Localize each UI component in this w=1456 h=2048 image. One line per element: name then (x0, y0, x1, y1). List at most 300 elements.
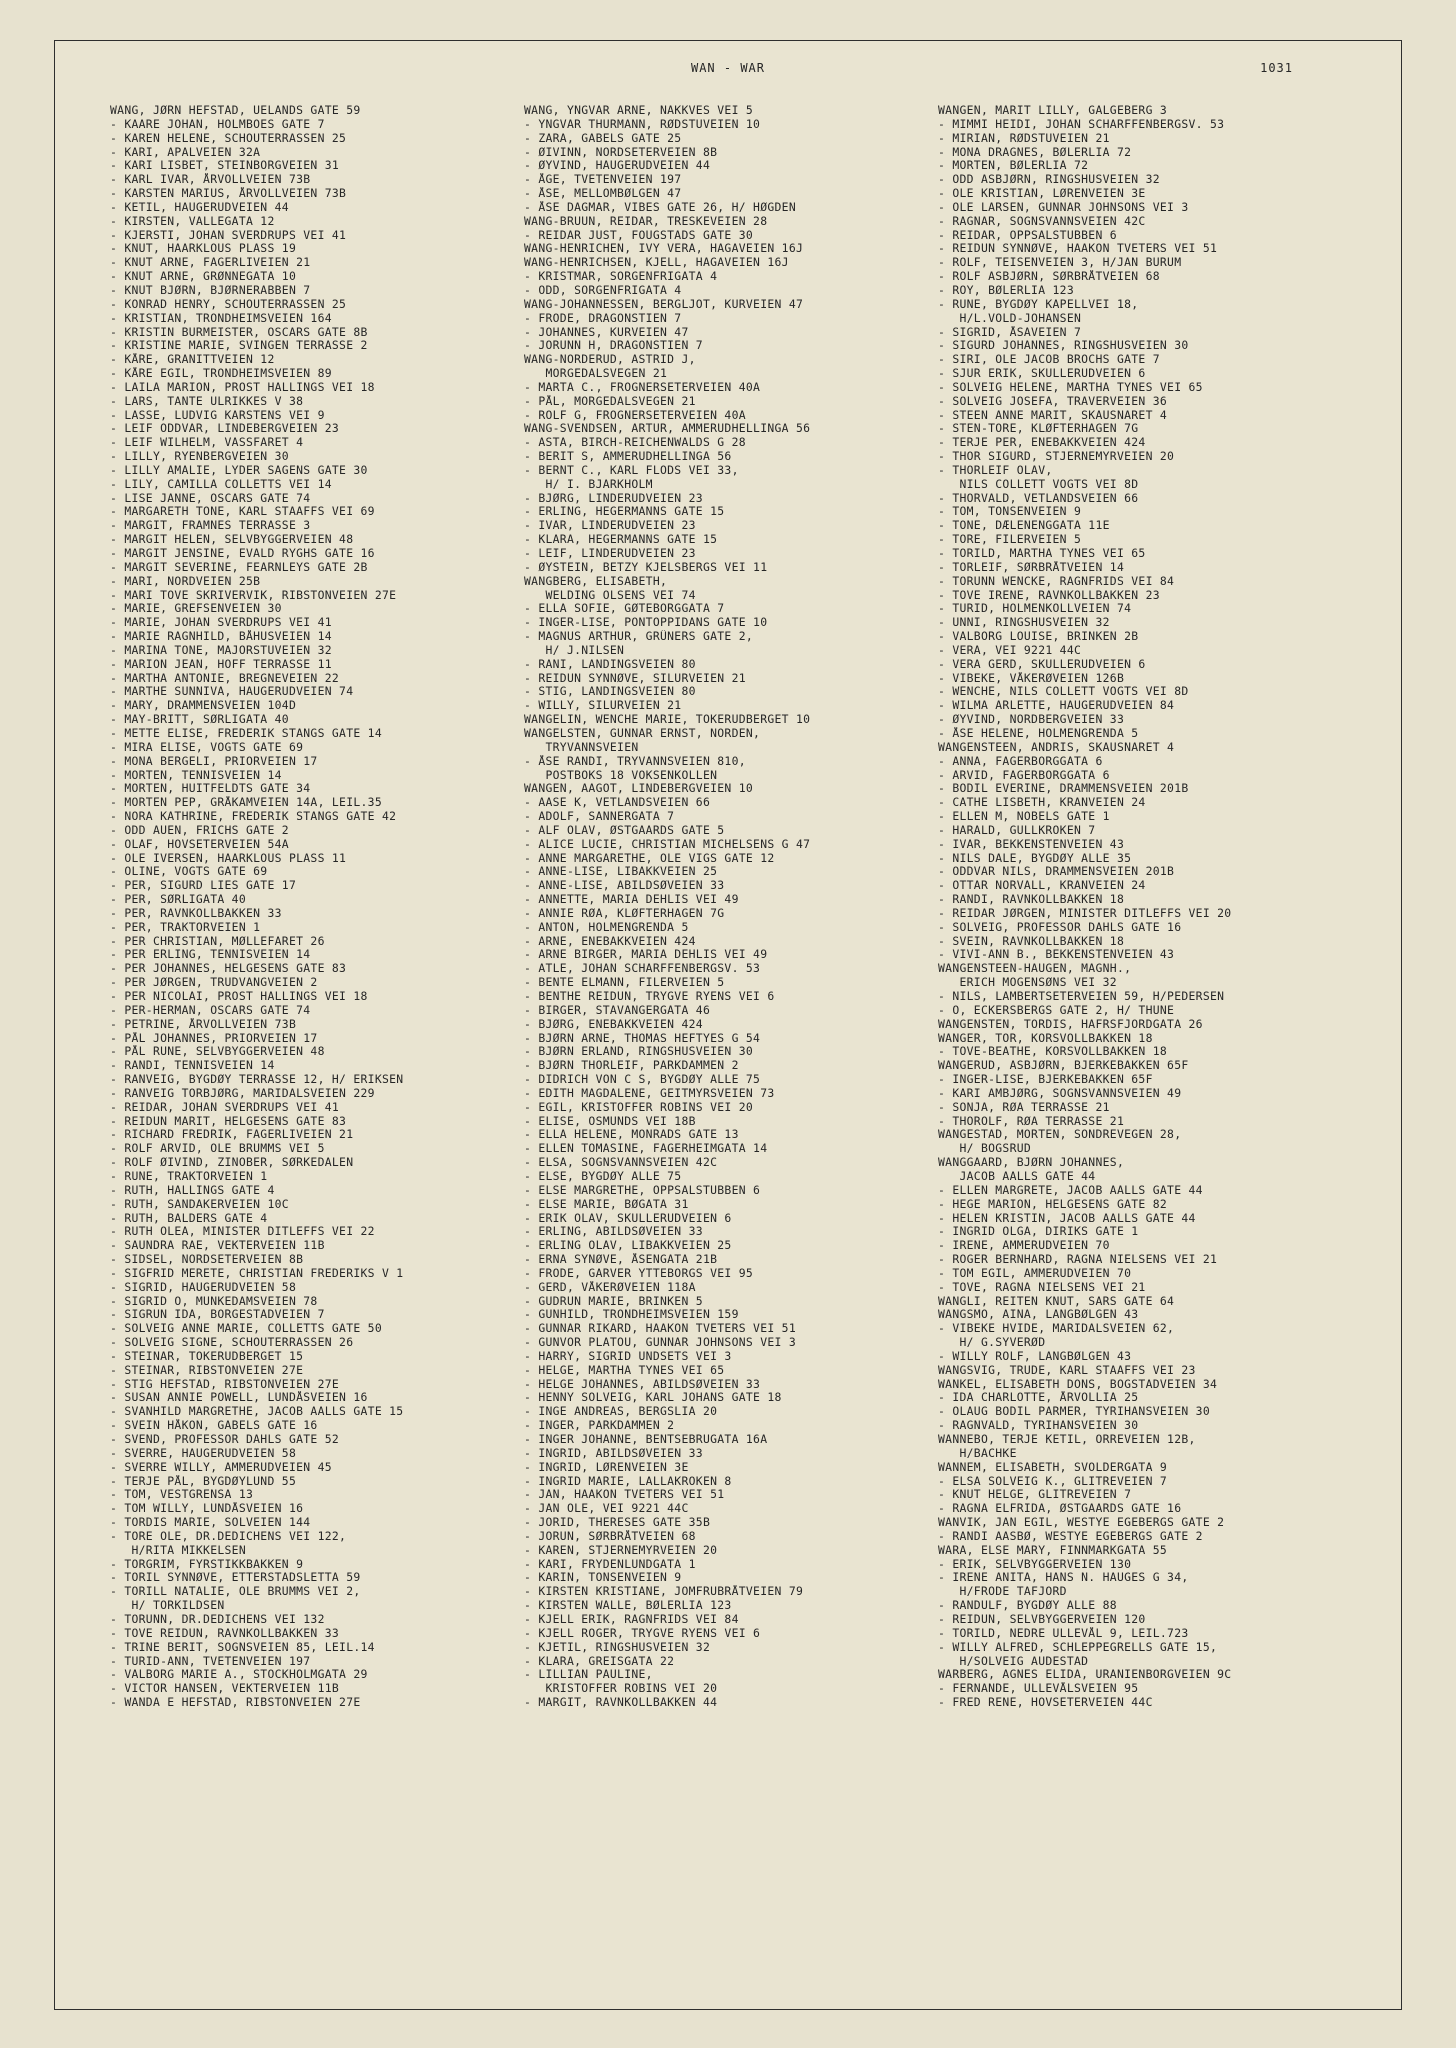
directory-entry: - JOHANNES, KURVEIEN 47 (524, 325, 689, 339)
directory-entry: - SOLVEIG HELENE, MARTHA TYNES VEI 65 (938, 380, 1203, 394)
directory-entry: - KIRSTEN WALLE, BØLERLIA 123 (524, 1599, 732, 1613)
page-header-title: WAN - WAR (690, 61, 766, 75)
directory-entry: - GUNNAR RIKARD, HAAKON TVETERS VEI 51 (524, 1322, 796, 1336)
directory-entry: - JAN OLE, VEI 9221 44C (524, 1502, 689, 1516)
directory-entry: - PER JØRGEN, TRUDVANGVEIEN 2 (110, 976, 318, 990)
directory-entry: - ROLF G, FROGNERSETERVEIEN 40A (524, 408, 746, 422)
directory-entry: H/L.VOLD-JOHANSEN (938, 311, 1082, 325)
directory-entry: - MORTEN PEP, GRÅKAMVEIEN 14A, LEIL.35 (110, 796, 382, 810)
directory-entry: - PETRINE, ÅRVOLLVEIEN 73B (110, 1017, 297, 1031)
directory-column-1 (110, 104, 536, 1710)
directory-entry: H/ BOGSRUD (938, 1142, 1032, 1156)
directory-entry: - STEINAR, TOKERUDBERGET 15 (110, 1349, 304, 1363)
directory-entry: - TOVE REIDUN, RAVNKOLLBAKKEN 33 (110, 1626, 340, 1640)
directory-entry: - GUNHILD, TRONDHEIMSVEIEN 159 (524, 1308, 739, 1322)
directory-entry: - ALF OLAV, ØSTGAARDS GATE 5 (524, 823, 725, 837)
directory-entry: - MARGIT, RAVNKOLLBAKKEN 44 (524, 1696, 718, 1710)
directory-page (54, 40, 1402, 2010)
directory-entry: - RANI, LANDINGSVEIEN 80 (524, 657, 696, 671)
directory-entry: - MORTEN, TENNISVEIEN 14 (110, 768, 282, 782)
directory-entry: H/ I. BJARKHOLM (524, 477, 653, 491)
directory-entry: - REIDAR JUST, FOUGSTADS GATE 30 (524, 228, 754, 242)
directory-entry: WANGEN, MARIT LILLY, GALGEBERG 3 (938, 104, 1168, 117)
directory-entry: - MARTA C., FROGNERSETERVEIEN 40A (524, 380, 761, 394)
directory-entry: - AASE K, VETLANDSVEIEN 66 (524, 796, 711, 810)
directory-entry: - ÅGE, TVETENVEIEN 197 (524, 173, 682, 187)
directory-entry: - SVERRE, HAUGERUDVEIEN 58 (110, 1446, 297, 1460)
directory-entry: - WENCHE, NILS COLLETT VOGTS VEI 8D (938, 685, 1189, 699)
directory-entry: - KRISTMAR, SORGENFRIGATA 4 (524, 270, 718, 284)
directory-entry: - PER-HERMAN, OSCARS GATE 74 (110, 1003, 311, 1017)
directory-entry: - RANDULF, BYGDØY ALLE 88 (938, 1599, 1117, 1613)
directory-entry: - STEINAR, RIBSTONVEIEN 27E (110, 1363, 304, 1377)
directory-entry: - EDITH MAGDALENE, GEITMYRSVEIEN 73 (524, 1086, 775, 1100)
directory-entry: - VALBORG LOUISE, BRINKEN 2B (938, 630, 1139, 644)
directory-entry: - MARTHA ANTONIE, BREGNEVEIEN 22 (110, 671, 340, 685)
directory-entry: - OTTAR NORVALL, KRANVEIEN 24 (938, 879, 1146, 893)
directory-entry: - ØYVIND, NORDBERGVEIEN 33 (938, 713, 1125, 727)
directory-entry: - TURID, HOLMENKOLLVEIEN 74 (938, 602, 1132, 616)
directory-entry: - KARI, FRYDENLUNDGATA 1 (524, 1557, 696, 1571)
directory-entry: - MARGARETH TONE, KARL STAAFFS VEI 69 (110, 505, 375, 519)
directory-entry: - LILLY AMALIE, LYDER SAGENS GATE 30 (110, 463, 368, 477)
directory-entry: - KRISTINE MARIE, SVINGEN TERRASSE 2 (110, 339, 368, 353)
directory-entry: - KARI, APALVEIEN 32A (110, 145, 261, 159)
directory-entry: - KIRSTEN, VALLEGATA 12 (110, 214, 275, 228)
directory-entry: - ANNIE RØA, KLØFTERHAGEN 7G (524, 906, 725, 920)
directory-entry: - STIG, LANDINGSVEIEN 80 (524, 685, 696, 699)
directory-entry: - RUTH, BALDERS GATE 4 (110, 1211, 268, 1225)
directory-column-3 (938, 104, 1364, 1710)
directory-entry: - METTE ELISE, FREDERIK STANGS GATE 14 (110, 726, 382, 740)
directory-entry: - THORVALD, VETLANDSVEIEN 66 (938, 491, 1139, 505)
directory-entry: WANG-BRUUN, REIDAR, TRESKEVEIEN 28 (524, 214, 768, 228)
directory-entry: - IVAR, LINDERUDVEIEN 23 (524, 519, 696, 533)
directory-entry: - MORTEN, HUITFELDTS GATE 34 (110, 782, 311, 796)
directory-entry: - FERNANDE, ULLEVÅLSVEIEN 95 (938, 1682, 1139, 1696)
directory-entry: WANG-HENRICHEN, IVY VERA, HAGAVEIEN 16J (524, 242, 804, 256)
directory-entry: - REIDUN SYNNØVE, SILURVEIEN 21 (524, 671, 746, 685)
directory-entry: - IRENE, AMMERUDVEIEN 70 (938, 1239, 1110, 1253)
directory-entry: - PER, TRAKTORVEIEN 1 (110, 920, 261, 934)
directory-entry: - ELLA HELENE, MONRADS GATE 13 (524, 1128, 739, 1142)
directory-entry: - ANNETTE, MARIA DEHLIS VEI 49 (524, 893, 739, 907)
directory-entry: - HELEN KRISTIN, JACOB AALLS GATE 44 (938, 1211, 1196, 1225)
directory-entry: WANGENSTEEN, ANDRIS, SKAUSNARET 4 (938, 740, 1175, 754)
directory-entry: - PER NICOLAI, PROST HALLINGS VEI 18 (110, 990, 368, 1003)
directory-entry: TRYVANNSVEIEN (524, 740, 639, 754)
directory-entry: - LILLIAN PAULINE, (524, 1668, 653, 1682)
directory-entry: - ODD AUEN, FRICHS GATE 2 (110, 823, 289, 837)
directory-entry: - REIDAR, OPPSALSTUBBEN 6 (938, 228, 1117, 242)
directory-entry: - BERNT C., KARL FLODS VEI 33, (524, 463, 739, 477)
directory-entry: - PER, RAVNKOLLBAKKEN 33 (110, 906, 282, 920)
directory-entry: - ASTA, BIRCH-REICHENWALDS G 28 (524, 436, 746, 450)
directory-entry: - SOLVEIG SIGNE, SCHOUTERRASSEN 26 (110, 1336, 354, 1350)
directory-entry: - TOM WILLY, LUNDÅSVEIEN 16 (110, 1502, 304, 1516)
directory-entry: - SIGRID, ÅSAVEIEN 7 (938, 325, 1082, 339)
directory-entry: WANGGAARD, BJØRN JOHANNES, (938, 1156, 1125, 1170)
directory-entry: - REIDAR, JOHAN SVERDRUPS VEI 41 (110, 1100, 340, 1114)
directory-entry: - RAGNAR, SOGNSVANNSVEIEN 42C (938, 214, 1146, 228)
directory-entry: WARA, ELSE MARY, FINNMARKGATA 55 (938, 1543, 1168, 1557)
directory-entry: - ERNA SYNØVE, ÅSENGATA 21B (524, 1253, 718, 1267)
directory-entry: - KJETIL, RINGSHUSVEIEN 32 (524, 1640, 711, 1654)
directory-entry: - ANTON, HOLMENGRENDA 5 (524, 920, 689, 934)
directory-entry: - NILS, LAMBERTSETERVEIEN 59, H/PEDERSEN (938, 990, 1225, 1003)
directory-entry: WANGESTAD, MORTEN, SONDREVEGEN 28, (938, 1128, 1182, 1142)
directory-entry: - ELSE MARGRETHE, OPPSALSTUBBEN 6 (524, 1183, 761, 1197)
directory-entry: - SUSAN ANNIE POWELL, LUNDÅSVEIEN 16 (110, 1391, 368, 1405)
directory-entry: - KNUT ARNE, FAGERLIVEIEN 21 (110, 256, 311, 270)
directory-entry: - RUNE, BYGDØY KAPELLVEI 18, (938, 297, 1139, 311)
directory-entry: - KIRSTEN KRISTIANE, JOMFRUBRÅTVEIEN 79 (524, 1585, 804, 1599)
directory-entry: - REIDAR JØRGEN, MINISTER DITLEFFS VEI 20 (938, 906, 1232, 920)
directory-entry: - SIGURD JOHANNES, RINGSHUSVEIEN 30 (938, 339, 1189, 353)
directory-entry: - MARINA TONE, MAJORSTUVEIEN 32 (110, 643, 332, 657)
directory-entry: - UNNI, RINGSHUSVEIEN 32 (938, 616, 1110, 630)
directory-entry: WANGELSTEN, GUNNAR ERNST, NORDEN, (524, 726, 761, 740)
directory-entry: - RAGNVALD, TYRIHANSVEIEN 30 (938, 1419, 1139, 1433)
directory-entry: KRISTOFFER ROBINS VEI 20 (524, 1682, 718, 1696)
directory-entry: - RANVEIG, BYGDØY TERRASSE 12, H/ ERIKSEN (110, 1073, 404, 1087)
directory-entry: - KARIN, TONSENVEIEN 9 (524, 1571, 682, 1585)
directory-entry: - KÅRE EGIL, TRONDHEIMSVEIEN 89 (110, 367, 332, 381)
directory-entry: - RUTH, HALLINGS GATE 4 (110, 1183, 275, 1197)
directory-entry: - ELLEN MARGRETE, JACOB AALLS GATE 44 (938, 1183, 1203, 1197)
directory-entry: - BERIT S, AMMERUDHELLINGA 56 (524, 450, 732, 464)
directory-entry: - SIGRID O, MUNKEDAMSVEIEN 78 (110, 1294, 318, 1308)
directory-entry: - LASSE, LUDVIG KARSTENS VEI 9 (110, 408, 325, 422)
directory-entry: - ROLF ASBJØRN, SØRBRÅTVEIEN 68 (938, 270, 1160, 284)
directory-entry: WANKEL, ELISABETH DONS, BOGSTADVEIEN 34 (938, 1377, 1218, 1391)
directory-entry: - REIDUN MARIT, HELGESENS GATE 83 (110, 1114, 347, 1128)
directory-entry: POSTBOKS 18 VOKSENKOLLEN (524, 768, 718, 782)
directory-entry: - KARSTEN MARIUS, ÅRVOLLVEIEN 73B (110, 187, 347, 201)
directory-entry: - OLE KRISTIAN, LØRENVEIEN 3E (938, 187, 1146, 201)
directory-entry: - TORGRIM, FYRSTIKKBAKKEN 9 (110, 1557, 304, 1571)
directory-entry: H/BACHKE (938, 1446, 1017, 1460)
directory-entry: - MARION JEAN, HOFF TERRASSE 11 (110, 657, 332, 671)
directory-entry: - KJERSTI, JOHAN SVERDRUPS VEI 41 (110, 228, 347, 242)
directory-entry: - TORDIS MARIE, SOLVEIEN 144 (110, 1516, 311, 1530)
directory-entry: - SVANHILD MARGRETHE, JACOB AALLS GATE 15 (110, 1405, 404, 1419)
directory-entry: - KLARA, GREISGATA 22 (524, 1654, 675, 1668)
directory-entry: - FRODE, DRAGONSTIEN 7 (524, 311, 682, 325)
directory-entry: - YNGVAR THURMANN, RØDSTUVEIEN 10 (524, 117, 761, 131)
directory-entry: H/SOLVEIG AUDESTAD (938, 1654, 1089, 1668)
directory-entry: - TORLEIF, SØRBRÅTVEIEN 14 (938, 560, 1125, 574)
directory-entry: - SVEIN HÅKON, GABELS GATE 16 (110, 1419, 318, 1433)
directory-entry: - KNUT ARNE, GRØNNEGATA 10 (110, 270, 297, 284)
directory-entry: - SVEIN, RAVNKOLLBAKKEN 18 (938, 934, 1125, 948)
directory-entry: - SOLVEIG, PROFESSOR DAHLS GATE 16 (938, 920, 1182, 934)
directory-entry: WANGEN, AAGOT, LINDEBERGVEIEN 10 (524, 782, 754, 796)
directory-entry: - ATLE, JOHAN SCHARFFENBERGSV. 53 (524, 962, 761, 976)
directory-entry: - ERIK OLAV, SKULLERUDVEIEN 6 (524, 1211, 732, 1225)
directory-entry: - SIGRID, HAUGERUDVEIEN 58 (110, 1280, 297, 1294)
directory-entry: - LISE JANNE, OSCARS GATE 74 (110, 491, 311, 505)
directory-entry: - ALICE LUCIE, CHRISTIAN MICHELSENS G 47 (524, 837, 811, 851)
directory-entry: - RANDI, TENNISVEIEN 14 (110, 1059, 275, 1073)
directory-entry: - SONJA, RØA TERRASSE 21 (938, 1100, 1110, 1114)
directory-entry: - LAILA MARION, PROST HALLINGS VEI 18 (110, 380, 375, 394)
directory-entry: - TERJE PER, ENEBAKKVEIEN 424 (938, 436, 1146, 450)
directory-entry: - ERIK, SELVBYGGERVEIEN 130 (938, 1557, 1132, 1571)
directory-entry: - KJELL ERIK, RAGNFRIDS VEI 84 (524, 1612, 739, 1626)
directory-entry: - ELSE, BYGDØY ALLE 75 (524, 1169, 682, 1183)
directory-entry: - ÅSE DAGMAR, VIBES GATE 26, H/ HØGDEN (524, 200, 796, 214)
directory-entry: - ROLF ØIVIND, ZINOBER, SØRKEDALEN (110, 1156, 354, 1170)
directory-entry: - SVERRE WILLY, AMMERUDVEIEN 45 (110, 1460, 332, 1474)
directory-entry: - LARS, TANTE ULRIKKES V 38 (110, 394, 304, 408)
directory-entry: - JORUN, SØRBRÅTVEIEN 68 (524, 1529, 696, 1543)
directory-entry: - VERA GERD, SKULLERUDVEIEN 6 (938, 657, 1146, 671)
directory-entry: - RUTH, SANDAKERVEIEN 10C (110, 1197, 289, 1211)
directory-entry: - TOM, TONSENVEIEN 9 (938, 505, 1082, 519)
directory-entry: - STIG HEFSTAD, RIBSTONVEIEN 27E (110, 1377, 340, 1391)
directory-entry: - ELLEN M, NOBELS GATE 1 (938, 810, 1110, 824)
directory-entry: - JAN, HAAKON TVETERS VEI 51 (524, 1488, 725, 1502)
directory-entry: - GUNVOR PLATOU, GUNNAR JOHNSONS VEI 3 (524, 1336, 796, 1350)
directory-entry: - TOM EGIL, AMMERUDVEIEN 70 (938, 1266, 1132, 1280)
directory-entry: - MARIE, JOHAN SVERDRUPS VEI 41 (110, 616, 332, 630)
directory-entry: - ERLING OLAV, LIBAKKVEIEN 25 (524, 1239, 732, 1253)
directory-entry: - MARI, NORDVEIEN 25B (110, 574, 261, 588)
directory-entry: - ELSE MARIE, BØGATA 31 (524, 1197, 689, 1211)
directory-entry: - FRED RENE, HOVSETERVEIEN 44C (938, 1696, 1153, 1710)
directory-entry: - GERD, VÅKERØVEIEN 118A (524, 1280, 696, 1294)
directory-entry: - KNUT BJØRN, BJØRNERABBEN 7 (110, 283, 311, 297)
directory-entry: - ANNE-LISE, LIBAKKVEIEN 25 (524, 865, 718, 879)
directory-entry: - BJØRG, LINDERUDVEIEN 23 (524, 491, 703, 505)
directory-entry: - IRENE ANITA, HANS N. HAUGES G 34, (938, 1571, 1189, 1585)
directory-entry: WANGENSTEEN-HAUGEN, MAGNH., (938, 962, 1132, 976)
directory-entry: - SAUNDRA RAE, VEKTERVEIEN 11B (110, 1239, 325, 1253)
directory-entry: - ØYVIND, HAUGERUDVEIEN 44 (524, 159, 711, 173)
directory-entry: - KAREN, STJERNEMYRVEIEN 20 (524, 1543, 718, 1557)
directory-entry: - ARNE BIRGER, MARIA DEHLIS VEI 49 (524, 948, 768, 962)
directory-entry: - WANDA E HEFSTAD, RIBSTONVEIEN 27E (110, 1696, 361, 1710)
directory-entry: - VALBORG MARIE A., STOCKHOLMGATA 29 (110, 1668, 368, 1682)
directory-entry: - ANNE MARGARETHE, OLE VIGS GATE 12 (524, 851, 775, 865)
directory-entry: - LEIF ODDVAR, LINDEBERGVEIEN 23 (110, 422, 340, 436)
directory-entry: - RANDI AASBØ, WESTYE EGEBERGS GATE 2 (938, 1529, 1203, 1543)
directory-entry: - CATHE LISBETH, KRANVEIEN 24 (938, 796, 1146, 810)
directory-entry: - MAY-BRITT, SØRLIGATA 40 (110, 713, 289, 727)
directory-entry: - RANVEIG TORBJØRG, MARIDALSVEIEN 229 (110, 1086, 375, 1100)
directory-entry: MORGEDALSVEGEN 21 (524, 367, 668, 381)
directory-entry: - TERJE PÅL, BYGDØYLUND 55 (110, 1474, 297, 1488)
directory-entry: H/RITA MIKKELSEN (110, 1543, 246, 1557)
directory-entry: - ÅSE RANDI, TRYVANNSVEIEN 810, (524, 754, 746, 768)
directory-entry: - PÅL RUNE, SELVBYGGERVEIEN 48 (110, 1045, 325, 1059)
directory-entry: - LEIF, LINDERUDVEIEN 23 (524, 547, 696, 560)
directory-entry: - WILMA ARLETTE, HAUGERUDVEIEN 84 (938, 699, 1175, 713)
directory-entry: - WILLY, SILURVEIEN 21 (524, 699, 682, 713)
directory-entry: WANG-JOHANNESSEN, BERGLJOT, KURVEIEN 47 (524, 297, 804, 311)
directory-entry: - MARGIT HELEN, SELVBYGGERVEIEN 48 (110, 533, 354, 547)
directory-entry: - IVAR, BEKKENSTENVEIEN 43 (938, 837, 1125, 851)
directory-entry: JACOB AALLS GATE 44 (938, 1169, 1096, 1183)
directory-entry: - VICTOR HANSEN, VEKTERVEIEN 11B (110, 1682, 340, 1696)
directory-entry: - ODD, SORGENFRIGATA 4 (524, 283, 682, 297)
directory-entry: - BJØRN ERLAND, RINGSHUSVEIEN 30 (524, 1045, 754, 1059)
directory-entry: - NILS DALE, BYGDØY ALLE 35 (938, 851, 1132, 865)
directory-entry: - BJØRG, ENEBAKKVEIEN 424 (524, 1017, 703, 1031)
directory-entry: - ØIVINN, NORDSETERVEIEN 8B (524, 145, 718, 159)
directory-entry: - ELLA SOFIE, GØTEBORGGATA 7 (524, 602, 725, 616)
directory-entry: - KRISTIN BURMEISTER, OSCARS GATE 8B (110, 325, 368, 339)
directory-entry: - MIMMI HEIDI, JOHAN SCHARFFENBERGSV. 53 (938, 117, 1225, 131)
directory-entry: - MAGNUS ARTHUR, GRÜNERS GATE 2, (524, 630, 754, 644)
directory-entry: - SOLVEIG ANNE MARIE, COLLETTS GATE 50 (110, 1322, 382, 1336)
directory-entry: - HARALD, GULLKROKEN 7 (938, 823, 1096, 837)
directory-entry: - ROLF ARVID, OLE BRUMMS VEI 5 (110, 1142, 325, 1156)
directory-entry: - MARGIT SEVERINE, FEARNLEYS GATE 2B (110, 560, 368, 574)
directory-entry: - TORIL SYNNØVE, ETTERSTADSLETTA 59 (110, 1571, 361, 1585)
directory-entry: - OLAUG BODIL PARMER, TYRIHANSVEIEN 30 (938, 1405, 1210, 1419)
directory-entry: - STEEN ANNE MARIT, SKAUSNARET 4 (938, 408, 1168, 422)
directory-entry: - RICHARD FREDRIK, FAGERLIVEIEN 21 (110, 1128, 354, 1142)
directory-entry: - OLAF, HOVSETERVEIEN 54A (110, 837, 289, 851)
directory-entry: - WILLY ALFRED, SCHLEPPEGRELLS GATE 15, (938, 1640, 1218, 1654)
directory-entry: WANVIK, JAN EGIL, WESTYE EGEBERGS GATE 2 (938, 1516, 1225, 1530)
directory-entry: - INGE ANDREAS, BERGSLIA 20 (524, 1405, 718, 1419)
directory-entry: - ROLF, TEISENVEIEN 3, H/JAN BURUM (938, 256, 1182, 270)
directory-entry: - TONE, DÆLENENGGATA 11E (938, 519, 1110, 533)
directory-entry: - VIVI-ANN B., BEKKENSTENVEIEN 43 (938, 948, 1175, 962)
directory-entry: H/ G.SYVERØD (938, 1336, 1046, 1350)
directory-entry: WARBERG, AGNES ELIDA, URANIENBORGVEIEN 9C (938, 1668, 1232, 1682)
directory-entry: - HELGE JOHANNES, ABILDSØVEIEN 33 (524, 1377, 761, 1391)
directory-entry: H/ TORKILDSEN (110, 1599, 225, 1613)
directory-entry: - KNUT HELGE, GLITREVEIEN 7 (938, 1488, 1132, 1502)
directory-entry: - RANDI, RAVNKOLLBAKKEN 18 (938, 893, 1125, 907)
directory-entry: - TOM, VESTGRENSA 13 (110, 1488, 254, 1502)
directory-entry: H/FRODE TAFJORD (938, 1585, 1067, 1599)
directory-entry: WANGSVIG, TRUDE, KARL STAAFFS VEI 23 (938, 1363, 1196, 1377)
directory-entry: - ELSA SOLVEIG K., GLITREVEIEN 7 (938, 1474, 1168, 1488)
directory-entry: - PER CHRISTIAN, MØLLEFARET 26 (110, 934, 325, 948)
directory-entry: - INGRID OLGA, DIRIKS GATE 1 (938, 1225, 1139, 1239)
directory-entry: - TOVE IRENE, RAVNKOLLBAKKEN 23 (938, 588, 1160, 602)
directory-entry: - ÅSE HELENE, HOLMENGRENDA 5 (938, 726, 1139, 740)
directory-entry: - SIRI, OLE JACOB BROCHS GATE 7 (938, 353, 1160, 367)
directory-entry: - HEGE MARION, HELGESENS GATE 82 (938, 1197, 1168, 1211)
directory-entry: - MARGIT, FRAMNES TERRASSE 3 (110, 519, 311, 533)
directory-entry: WANGER, TOR, KORSVOLLBAKKEN 18 (938, 1031, 1153, 1045)
directory-entry: - ERLING, ABILDSØVEIEN 33 (524, 1225, 703, 1239)
directory-entry: - NORA KATHRINE, FREDERIK STANGS GATE 42 (110, 810, 397, 824)
directory-entry: - KAARE JOHAN, HOLMBOES GATE 7 (110, 117, 325, 131)
directory-entry: WANGSMO, AINA, LANGBØLGEN 43 (938, 1308, 1139, 1322)
directory-entry: - INGER JOHANNE, BENTSEBRUGATA 16A (524, 1433, 768, 1446)
directory-entry: - MARI TOVE SKRIVERVIK, RIBSTONVEIEN 27E (110, 588, 397, 602)
directory-entry: - SIDSEL, NORDSETERVEIEN 8B (110, 1253, 304, 1267)
directory-entry: WANGBERG, ELISABETH, (524, 574, 668, 588)
directory-entry: - BIRGER, STAVANGERGATA 46 (524, 1003, 711, 1017)
directory-entry: - TORILD, MARTHA TYNES VEI 65 (938, 547, 1146, 560)
directory-entry: - HENNY SOLVEIG, KARL JOHANS GATE 18 (524, 1391, 782, 1405)
directory-entry: - MARIE RAGNHILD, BÅHUSVEIEN 14 (110, 630, 332, 644)
directory-entry: - MIRA ELISE, VOGTS GATE 69 (110, 740, 304, 754)
directory-entry: - REIDUN SYNNØVE, HAAKON TVETERS VEI 51 (938, 242, 1218, 256)
directory-entry: - RUTH OLEA, MINISTER DITLEFFS VEI 22 (110, 1225, 375, 1239)
directory-entry: - HARRY, SIGRID UNDSETS VEI 3 (524, 1349, 732, 1363)
directory-entry: - GUDRUN MARIE, BRINKEN 5 (524, 1294, 703, 1308)
directory-entry: - JORUNN H, DRAGONSTIEN 7 (524, 339, 703, 353)
directory-entry: - RAGNA ELFRIDA, ØSTGAARDS GATE 16 (938, 1502, 1182, 1516)
directory-entry: - BODIL EVERINE, DRAMMENSVEIEN 201B (938, 782, 1189, 796)
directory-entry: - PER, SØRLIGATA 40 (110, 893, 246, 907)
directory-entry: - PER JOHANNES, HELGESENS GATE 83 (110, 962, 347, 976)
directory-entry: - THORLEIF OLAV, (938, 463, 1053, 477)
directory-entry: - ARNE, ENEBAKKVEIEN 424 (524, 934, 696, 948)
directory-entry: - TOVE, RAGNA NIELSENS VEI 21 (938, 1280, 1146, 1294)
directory-entry: - TORILD, NEDRE ULLEVÅL 9, LEIL.723 (938, 1626, 1189, 1640)
directory-entry: WANG-HENRICHSEN, KJELL, HAGAVEIEN 16J (524, 256, 789, 270)
directory-entry: - ARVID, FAGERBORGGATA 6 (938, 768, 1110, 782)
directory-entry: - MARIE, GREFSENVEIEN 30 (110, 602, 282, 616)
directory-entry: - PÅL, MORGEDALSVEGEN 21 (524, 394, 696, 408)
directory-entry: WANG, JØRN HEFSTAD, UELANDS GATE 59 (110, 104, 361, 117)
directory-entry: - MIRIAN, RØDSTUVEIEN 21 (938, 131, 1110, 145)
directory-entry: - INGRID MARIE, LALLAKROKEN 8 (524, 1474, 732, 1488)
directory-entry: - SIGRUN IDA, BORGESTADVEIEN 7 (110, 1308, 325, 1322)
directory-entry: - ZARA, GABELS GATE 25 (524, 131, 682, 145)
directory-entry: - ANNA, FAGERBORGGATA 6 (938, 754, 1103, 768)
directory-entry: WANGERUD, ASBJØRN, BJERKEBAKKEN 65F (938, 1059, 1189, 1073)
directory-entry: - BENTE ELMANN, FILERVEIEN 5 (524, 976, 725, 990)
directory-entry: WANGELIN, WENCHE MARIE, TOKERUDBERGET 10 (524, 713, 811, 727)
directory-entry: - LILY, CAMILLA COLLETTS VEI 14 (110, 477, 332, 491)
directory-entry: - BENTHE REIDUN, TRYGVE RYENS VEI 6 (524, 990, 775, 1003)
directory-entry: - HELGE, MARTHA TYNES VEI 65 (524, 1363, 725, 1377)
directory-entry: - WILLY ROLF, LANGBØLGEN 43 (938, 1349, 1132, 1363)
directory-entry: - KRISTIAN, TRONDHEIMSVEIEN 164 (110, 311, 332, 325)
directory-entry: - PÅL JOHANNES, PRIORVEIEN 17 (110, 1031, 318, 1045)
directory-entry: - ADOLF, SANNERGATA 7 (524, 810, 675, 824)
directory-entry: - KARI AMBJØRG, SOGNSVANNSVEIEN 49 (938, 1086, 1182, 1100)
directory-entry: NILS COLLETT VOGTS VEI 8D (938, 477, 1139, 491)
directory-entry: - SVEND, PROFESSOR DAHLS GATE 52 (110, 1433, 340, 1446)
directory-entry: - INGER-LISE, BJERKEBAKKEN 65F (938, 1073, 1153, 1087)
page-number: 1031 (1260, 61, 1293, 75)
directory-entry: - MONA BERGELI, PRIORVEIEN 17 (110, 754, 318, 768)
directory-entry: - ELLEN TOMASINE, FAGERHEIMGATA 14 (524, 1142, 768, 1156)
directory-entry: - ERLING, HEGERMANNS GATE 15 (524, 505, 725, 519)
directory-entry: - MARGIT JENSINE, EVALD RYGHS GATE 16 (110, 547, 375, 560)
directory-entry: - TORILL NATALIE, OLE BRUMMS VEI 2, (110, 1585, 361, 1599)
directory-entry: - TOVE-BEATHE, KORSVOLLBAKKEN 18 (938, 1045, 1168, 1059)
directory-entry: - THOROLF, RØA TERRASSE 21 (938, 1114, 1125, 1128)
directory-entry: - SOLVEIG JOSEFA, TRAVERVEIEN 36 (938, 394, 1168, 408)
directory-entry: - KJELL ROGER, TRYGVE RYENS VEI 6 (524, 1626, 761, 1640)
directory-entry: - RUNE, TRAKTORVEIEN 1 (110, 1169, 268, 1183)
directory-entry: - VIBEKE, VÅKERØVEIEN 126B (938, 671, 1125, 685)
directory-entry: - VERA, VEI 9221 44C (938, 643, 1082, 657)
directory-entry: - INGRID, LØRENVEIEN 3E (524, 1460, 689, 1474)
directory-entry: - INGRID, ABILDSØVEIEN 33 (524, 1446, 703, 1460)
directory-entry: - KAREN HELENE, SCHOUTERRASSEN 25 (110, 131, 347, 145)
directory-entry: - LILLY, RYENBERGVEIEN 30 (110, 450, 289, 464)
directory-entry: - TRINE BERIT, SOGNSVEIEN 85, LEIL.14 (110, 1640, 375, 1654)
directory-entry: - VIBEKE HVIDE, MARIDALSVEIEN 62, (938, 1322, 1175, 1336)
directory-entry: - DIDRICH VON C S, BYGDØY ALLE 75 (524, 1073, 761, 1087)
directory-entry: - INGER-LISE, PONTOPPIDANS GATE 10 (524, 616, 768, 630)
directory-column-2 (524, 104, 950, 1710)
